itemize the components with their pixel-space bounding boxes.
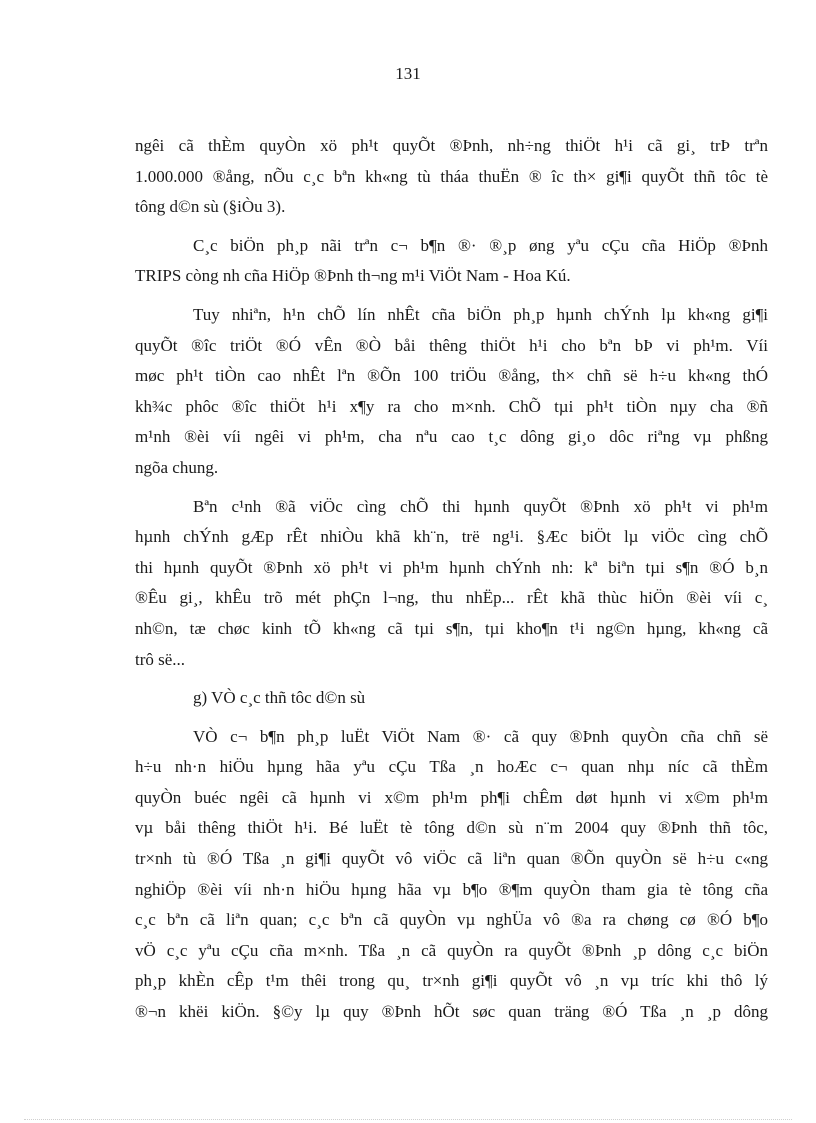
text-line: TRIPS còng nh cña HiÖp ®Þnh th¬ng m¹i ViÖt Nam - Hoa Kú. xyxy=(135,266,571,286)
text-line: møc ph¹t tiÒn cao nhÊt lªn ®Õn 100 triÖu ®ång, th× chñ së h÷u kh«ng thÓ xyxy=(135,366,768,386)
text-line: trô së... xyxy=(135,649,186,669)
text-line: ngêi cã thÈm quyÒn xö ph¹t quyÕt ®Þnh, nh÷ng thiÖt h¹i cã gi¸ trÞ trªn xyxy=(135,136,768,155)
text-line: Tuy nhiªn, h¹n chÕ lín nhÊt cña biÖn ph¸p hµnh chÝnh lµ kh«ng gi¶i xyxy=(193,304,768,324)
text-line: h÷u nh·n hiÖu hµng hãa yªu cÇu Tßa ¸n hoÆc c¬ quan nhµ níc cã thÈm xyxy=(135,757,768,777)
body-text xyxy=(135,131,768,1028)
paragraph xyxy=(135,131,768,223)
paragraph xyxy=(135,231,768,292)
page-number: 131 xyxy=(395,64,421,83)
text-line: VÒ c¬ b¶n ph¸p luËt ViÖt Nam ®· cã quy ®Þnh quyÒn cña chñ së xyxy=(193,726,768,746)
text-line: Bªn c¹nh ®ã viÖc cìng chÕ thi hµnh quyÕt ®Þnh xö ph¹t vi ph¹m xyxy=(193,496,768,516)
page-bottom-rule xyxy=(24,1119,792,1120)
text-line: nh©n, tæ chøc kinh tÕ kh«ng cã tµi s¶n, tµi kho¶n t¹i ng©n hµng, kh«ng cã xyxy=(135,618,768,638)
text-line: quyÒn buéc ngêi cã hµnh vi x©m ph¹m ph¶i chÊm døt hµnh vi x©m ph¹m xyxy=(135,787,768,807)
text-line: ®Êu gi¸, khÊu trõ mét phÇn l¬ng, thu nhËp... rÊt khã thùc hiÖn ®èi víi c¸ xyxy=(135,588,768,608)
text-line: ngõa chung. xyxy=(135,457,219,477)
text-line: kh¾c phôc ®îc thiÖt h¹i x¶y ra cho m×nh. ChÕ tµi ph¹t tiÒn nµy cha ®ñ xyxy=(135,396,768,416)
text-line: tr×nh tù ®Ó Tßa ¸n gi¶i quyÕt vô viÖc cã liªn quan ®Õn quyÒn së h÷u c«ng xyxy=(135,849,768,869)
text-line: vÖ c¸c yªu cÇu cña m×nh. Tßa ¸n cã quyÒn ra quyÕt ®Þnh ¸p dông c¸c biÖn xyxy=(135,940,768,960)
paragraph xyxy=(135,300,768,484)
text-line: 1.000.000 ®ång, nÕu c¸c bªn kh«ng tù tháa thuËn ® îc th× gi¶i quyÕt thñ tôc tè xyxy=(135,166,768,186)
paragraph xyxy=(135,492,768,676)
text-line: nghiÖp ®èi víi nh·n hiÖu hµng hãa vµ b¶o ®¶m quyÒn tham gia tè tông cña xyxy=(135,879,768,899)
text-line: g) VÒ c¸c thñ tôc d©n sù xyxy=(193,688,366,708)
text-line: thi hµnh quyÕt ®Þnh xö ph¹t vi ph¹m hµnh chÝnh nh: kª biªn tµi s¶n ®Ó b¸n xyxy=(135,557,768,577)
text-line: vµ båi thêng thiÖt h¹i. Bé luËt tè tông d©n sù n¨m 2004 quy ®Þnh thñ tôc, xyxy=(135,818,768,838)
text-line: ph¸p khÈn cÊp t¹m thêi trong qu¸ tr×nh gi¶i quyÕt vô ¸n vµ tríc khi thô lý xyxy=(135,971,768,991)
text-line: hµnh chÝnh gÆp rÊt nhiÒu khã kh¨n, trë ng¹i. §Æc biÖt lµ viÖc cìng chÕ xyxy=(135,527,768,547)
text-line: c¸c bªn cã liªn quan; c¸c bªn cã quyÒn vµ nghÜa vô ®a ra chøng cø ®Ó b¶o xyxy=(135,910,768,930)
text-line: quyÕt ®îc triÖt ®Ó vÊn ®Ò båi thêng thiÖt h¹i cho bªn bÞ vi ph¹m. Víi xyxy=(135,335,768,355)
text-line: ®¬n khëi kiÖn. §©y lµ quy ®Þnh hÕt søc quan träng ®Ó Tßa ¸n ¸p dông xyxy=(135,1002,768,1022)
section-heading xyxy=(135,683,768,714)
paragraph xyxy=(135,722,768,1028)
text-line: C¸c biÖn ph¸p nãi trªn c¬ b¶n ®· ®¸p øng yªu cÇu cña HiÖp ®Þnh xyxy=(193,235,768,255)
text-line: m¹nh ®èi víi ngêi vi ph¹m, cha nªu cao t¸c dông gi¸o dôc riªng vµ phßng xyxy=(135,427,768,447)
text-line: tông d©n sù (§iÒu 3). xyxy=(135,197,286,217)
